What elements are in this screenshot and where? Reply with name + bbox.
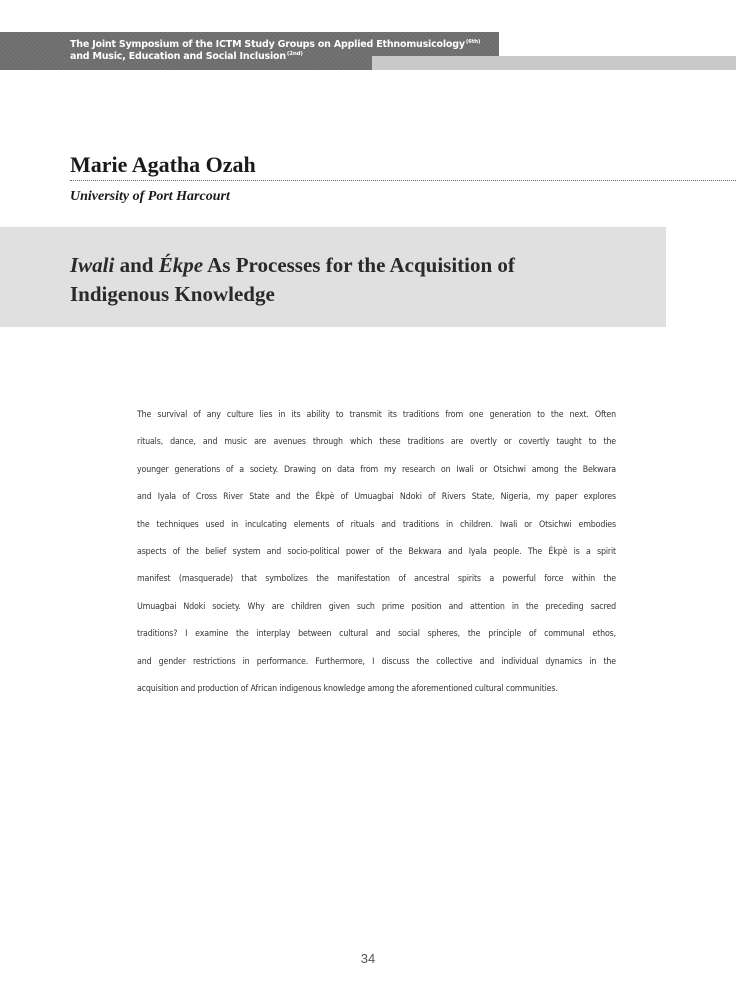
running-header-line-2 <box>70 51 303 62</box>
running-header-line-2-sup: (2nd) <box>286 51 303 57</box>
abstract-line: and gender restrictions in performance. Furthermore, I discuss the collective and individual dynamics in the <box>137 656 616 667</box>
header-accent-bar <box>372 56 736 70</box>
running-header-line-2-text: and Music, Education and Social Inclusion <box>70 51 286 62</box>
page-number: 34 <box>360 951 376 966</box>
abstract-line: the techniques used in inculcating elements of rituals and traditions in children. Iwali or Otsichwi embodies <box>137 519 616 530</box>
running-header-line-1-text: The Joint Symposium of the ICTM Study Groups on Applied Ethnomusicology <box>70 39 465 50</box>
abstract-line: rituals, dance, and music are avenues through which these traditions are overtly or covertly taught to the <box>137 437 616 448</box>
abstract-line: manifest (masquerade) that symbolizes the manifestation of ancestral spirits a powerful force within the <box>137 574 616 585</box>
abstract-line: The survival of any culture lies in its ability to transmit its traditions from one generation to the next. Often <box>137 410 616 420</box>
author-affiliation: University of Port Harcourt <box>70 189 230 204</box>
title-band <box>0 227 666 327</box>
title-italic-ekpe: Ékpe <box>158 253 204 277</box>
running-header-line-1 <box>70 39 480 50</box>
abstract-line: Umuagbai Ndoki society. Why are children given such prime position and attention in the preceding sacred <box>137 601 616 612</box>
abstract-line: acquisition and production of African indigenous knowledge among the aforementioned cultural communities. <box>137 683 558 694</box>
author-divider <box>70 180 736 181</box>
paper-title <box>70 251 515 309</box>
title-rest-line-1: As Processes for the Acquisition of <box>203 253 515 277</box>
running-header-line-1-sup: (6th) <box>465 39 481 45</box>
author-name: Marie Agatha Ozah <box>70 152 256 177</box>
abstract-line: aspects of the belief system and socio-political power of the Bekwara and Iyala people. The Ékpè is a spirit <box>137 546 616 557</box>
title-and: and <box>114 253 159 277</box>
abstract-line: traditions? I examine the interplay between cultural and social spheres, the principle of communal ethos, <box>137 629 616 640</box>
abstract <box>137 402 616 703</box>
title-line-2: Indigenous Knowledge <box>70 282 275 306</box>
title-italic-iwali: Iwali <box>70 253 115 277</box>
abstract-line: younger generations of a society. Drawing on data from my research on Iwali or Otsichwi among the Bekwara <box>137 464 616 475</box>
abstract-line: and Iyala of Cross River State and the Ékpè of Umuagbai Ndoki of Rivers State, Nigeria, my paper explores <box>137 492 616 503</box>
